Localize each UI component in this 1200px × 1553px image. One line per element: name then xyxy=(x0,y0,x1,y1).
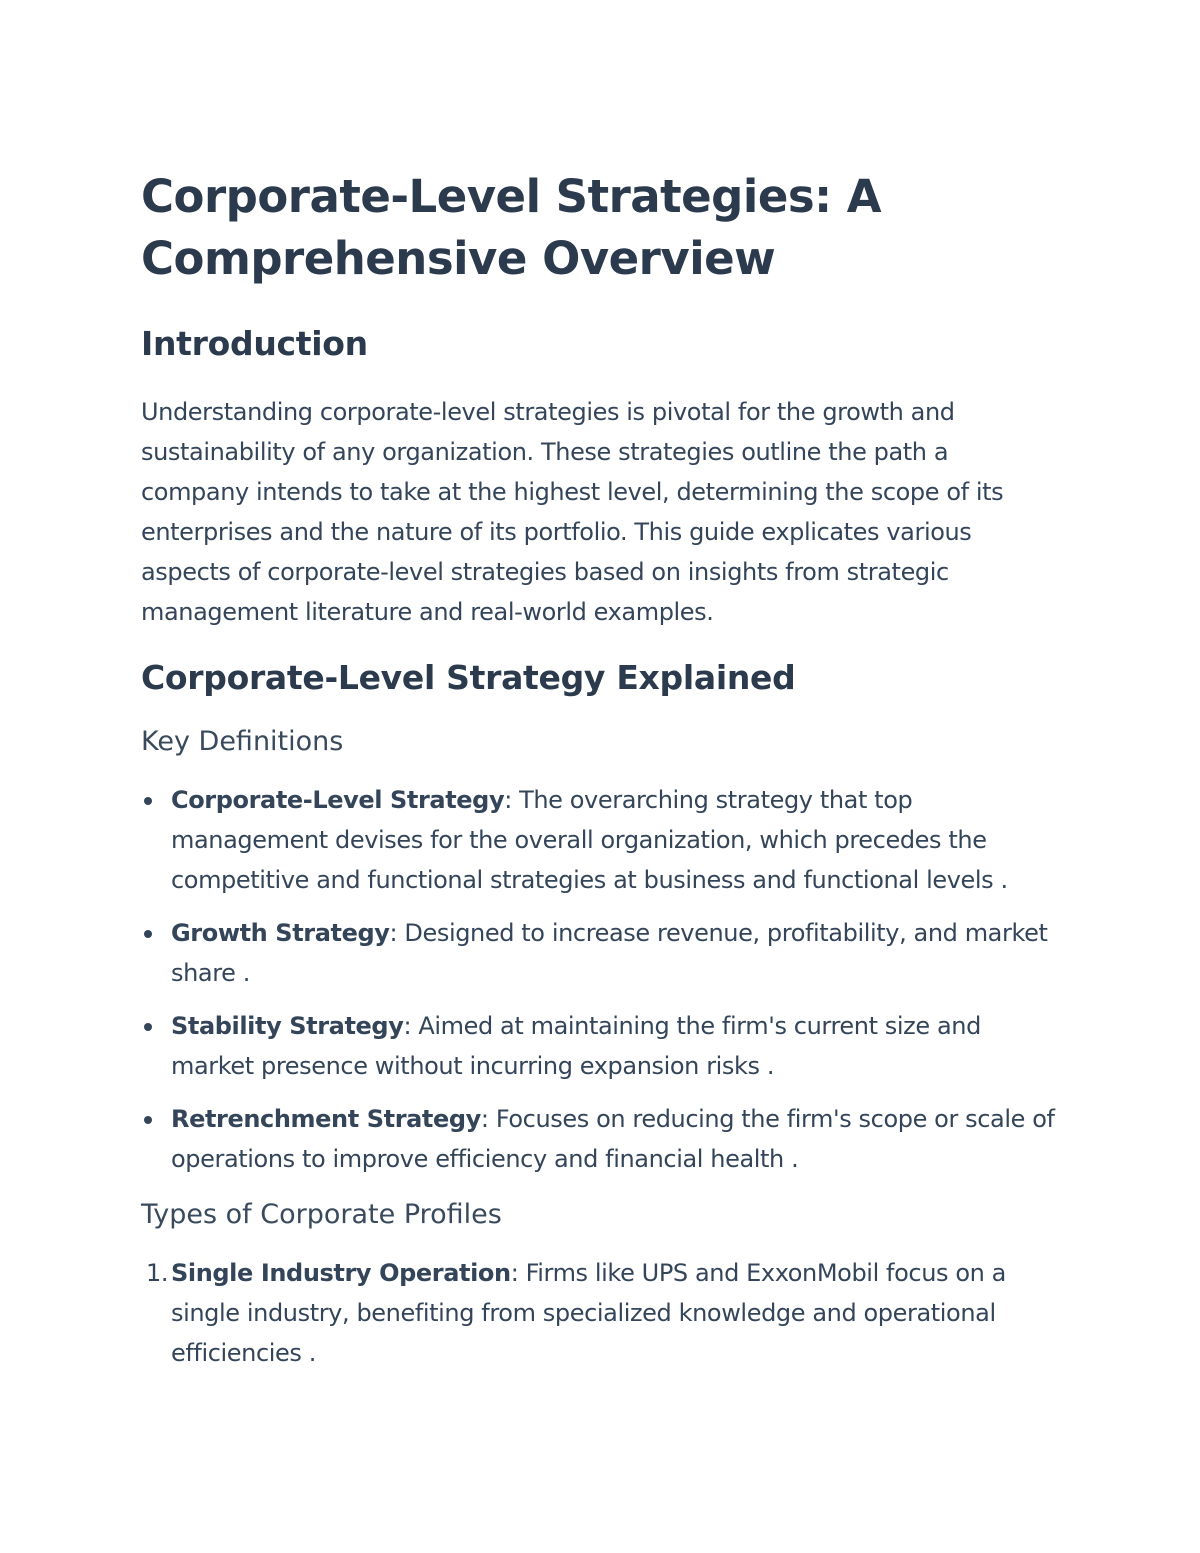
introduction-paragraph: Understanding corporate-level strategies is pivotal for the growth and sustainability of any organization. These strategies outline the path a company intends to take at the highest level, determining the scope of its enterprises and the nature of its portfolio. This guide explicates various aspects of corporate-level strategies based on insights from strategic management literature and real-world examples. xyxy=(141,398,1004,626)
strategy-explained-heading: Corporate-Level Strategy Explained xyxy=(141,658,796,697)
list-item xyxy=(141,1099,1061,1179)
document-page xyxy=(141,166,1061,1373)
document-title: Corporate-Level Strategies: A Comprehensive Overview xyxy=(141,170,882,285)
list-item xyxy=(141,1006,1061,1086)
definition-term: Stability Strategy xyxy=(171,1012,404,1040)
list-item xyxy=(141,913,1061,993)
corporate-profiles-list xyxy=(141,1253,1061,1373)
key-definitions-list xyxy=(141,780,1061,1179)
list-number: 1. xyxy=(146,1259,169,1287)
list-item xyxy=(141,1253,1061,1373)
bullet-icon xyxy=(144,1023,152,1031)
corporate-profiles-heading: Types of Corporate Profiles xyxy=(141,1199,502,1230)
definition-text: : The overarching strategy that top management devises for the overall organization, which precedes the competitive and functional strategies at business and functional levels . xyxy=(171,786,1008,894)
bullet-icon xyxy=(144,1116,152,1124)
profile-text: : Firms like UPS and ExxonMobil focus on a single industry, benefiting from specialized knowledge and operational efficiencies . xyxy=(171,1259,1006,1367)
key-definitions-heading: Key Definitions xyxy=(141,726,344,757)
definition-text: : Aimed at maintaining the firm's current size and market presence without incurring expansion risks . xyxy=(171,1012,981,1080)
definition-text: : Designed to increase revenue, profitability, and market share . xyxy=(171,919,1048,987)
definition-term: Retrenchment Strategy xyxy=(171,1105,481,1133)
definition-term: Corporate-Level Strategy xyxy=(171,786,505,814)
bullet-icon xyxy=(144,797,152,805)
profile-term: Single Industry Operation xyxy=(171,1259,511,1287)
list-item xyxy=(141,780,1061,900)
bullet-icon xyxy=(144,930,152,938)
definition-term: Growth Strategy xyxy=(171,919,390,947)
introduction-heading: Introduction xyxy=(141,324,368,363)
definition-text: : Focuses on reducing the firm's scope or scale of operations to improve efficiency and financial health . xyxy=(171,1105,1055,1173)
